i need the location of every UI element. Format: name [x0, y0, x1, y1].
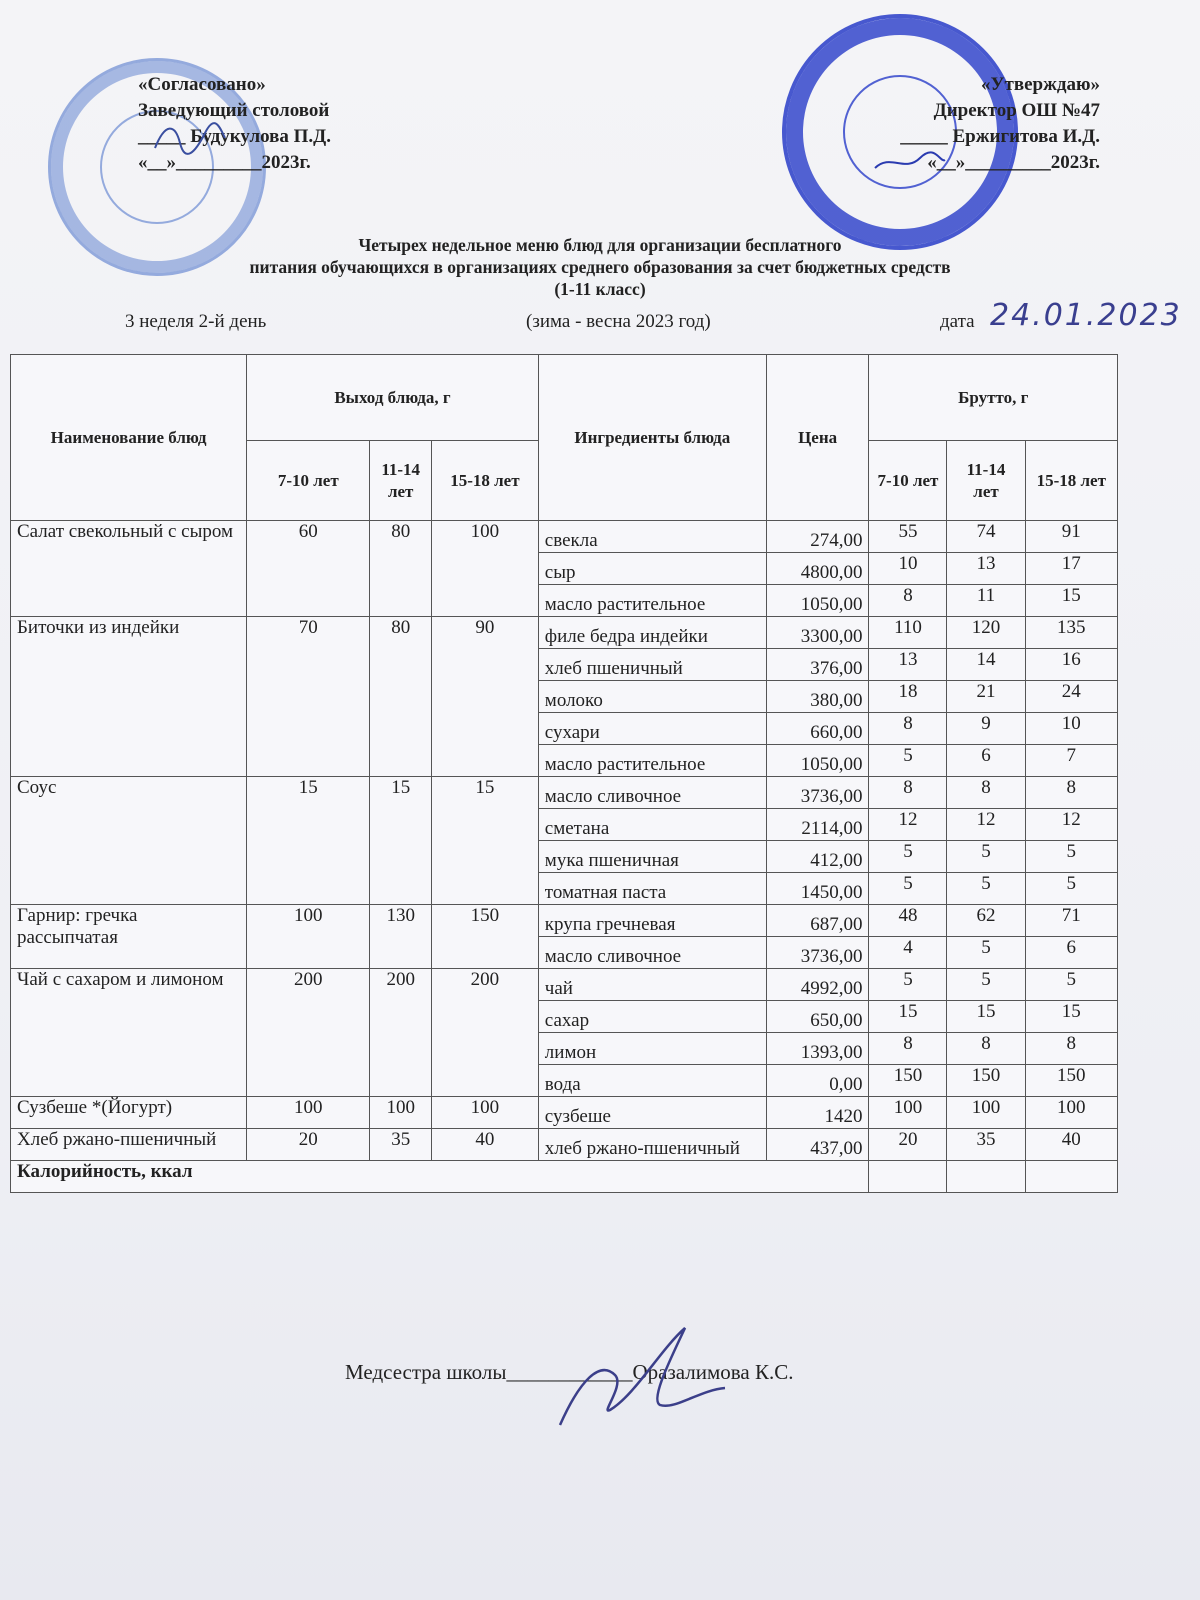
gross-15-18: 8	[1025, 1033, 1117, 1065]
ingredient-price: 412,00	[766, 841, 869, 873]
footer-label: Медсестра школы	[345, 1360, 507, 1384]
document-title	[0, 234, 1200, 300]
ingredient-name: сухари	[538, 713, 766, 745]
header-gross: Брутто, г	[869, 355, 1118, 441]
dish-yield-15-18: 100	[432, 1097, 539, 1129]
gross-11-14: 12	[947, 809, 1025, 841]
gross-11-14: 62	[947, 905, 1025, 937]
gross-15-18: 135	[1025, 617, 1117, 649]
gross-15-18: 100	[1025, 1097, 1117, 1129]
gross-7-10: 18	[869, 681, 947, 713]
ingredient-price: 376,00	[766, 649, 869, 681]
approval-left-line4: «__»_________2023г.	[138, 152, 311, 173]
ingredient-price: 1050,00	[766, 585, 869, 617]
ingredient-name: масло сливочное	[538, 777, 766, 809]
ingredient-price: 4800,00	[766, 553, 869, 585]
nurse-signature	[540, 1320, 730, 1440]
gross-7-10: 5	[869, 745, 947, 777]
dish-yield-11-14: 35	[370, 1129, 432, 1161]
gross-15-18: 5	[1025, 969, 1117, 1001]
ingredient-name: сыр	[538, 553, 766, 585]
gross-11-14: 5	[947, 969, 1025, 1001]
dish-name: Биточки из индейки	[11, 617, 247, 777]
footer-blank: ____________	[506, 1360, 633, 1384]
header-gross-7-10: 7-10 лет	[869, 441, 947, 521]
ingredient-name: томатная паста	[538, 873, 766, 905]
dish-yield-7-10: 60	[247, 521, 370, 617]
season: (зима - весна 2023 год)	[526, 311, 711, 332]
gross-7-10: 150	[869, 1065, 947, 1097]
header-age-7-10: 7-10 лет	[247, 441, 370, 521]
gross-7-10: 12	[869, 809, 947, 841]
dish-yield-11-14: 100	[370, 1097, 432, 1129]
gross-15-18: 91	[1025, 521, 1117, 553]
gross-15-18: 10	[1025, 713, 1117, 745]
ingredient-price: 1450,00	[766, 873, 869, 905]
ingredient-name: вода	[538, 1065, 766, 1097]
gross-7-10: 5	[869, 873, 947, 905]
approval-left-line3: _____ Будукулова П.Д.	[138, 126, 332, 147]
date-value: 24.01.2023	[990, 298, 1182, 333]
ingredient-price: 0,00	[766, 1065, 869, 1097]
ingredient-price: 380,00	[766, 681, 869, 713]
ingredient-name: масло растительное	[538, 745, 766, 777]
approval-left-line1: «Согласовано»	[138, 74, 266, 95]
header-age-11-14: 11-14 лет	[370, 441, 432, 521]
ingredient-name: масло сливочное	[538, 937, 766, 969]
gross-11-14: 35	[947, 1129, 1025, 1161]
ingredient-name: чай	[538, 969, 766, 1001]
table-row	[11, 521, 1118, 553]
calories-7-10	[869, 1161, 947, 1193]
menu-body	[11, 521, 1118, 1161]
ingredient-price: 660,00	[766, 713, 869, 745]
gross-7-10: 8	[869, 777, 947, 809]
dish-yield-7-10: 70	[247, 617, 370, 777]
date-label: дата	[940, 311, 975, 332]
title-line1: Четырех недельное меню блюд для организации бесплатного	[358, 235, 842, 255]
gross-15-18: 15	[1025, 585, 1117, 617]
gross-11-14: 8	[947, 777, 1025, 809]
gross-11-14: 9	[947, 713, 1025, 745]
dish-yield-11-14: 80	[370, 521, 432, 617]
dish-name: Гарнир: гречка рассыпчатая	[11, 905, 247, 969]
gross-11-14: 150	[947, 1065, 1025, 1097]
gross-11-14: 13	[947, 553, 1025, 585]
dish-yield-7-10: 15	[247, 777, 370, 905]
gross-15-18: 6	[1025, 937, 1117, 969]
dish-yield-15-18: 15	[432, 777, 539, 905]
gross-7-10: 4	[869, 937, 947, 969]
header-ingredients: Ингредиенты блюда	[538, 355, 766, 521]
header-dish: Наименование блюд	[11, 355, 247, 521]
ingredient-name: хлеб пшеничный	[538, 649, 766, 681]
gross-11-14: 21	[947, 681, 1025, 713]
ingredient-name: хлеб ржано-пшеничный	[538, 1129, 766, 1161]
menu-table	[10, 354, 1118, 1193]
header-price: Цена	[766, 355, 869, 521]
gross-15-18: 5	[1025, 873, 1117, 905]
dish-name: Чай с сахаром и лимоном	[11, 969, 247, 1097]
gross-7-10: 110	[869, 617, 947, 649]
gross-7-10: 8	[869, 713, 947, 745]
approval-right-line4: «__»_________2023г.	[927, 152, 1100, 173]
gross-15-18: 71	[1025, 905, 1117, 937]
gross-7-10: 10	[869, 553, 947, 585]
dish-yield-15-18: 40	[432, 1129, 539, 1161]
header-age-15-18: 15-18 лет	[432, 441, 539, 521]
dish-yield-15-18: 150	[432, 905, 539, 969]
gross-11-14: 100	[947, 1097, 1025, 1129]
gross-11-14: 15	[947, 1001, 1025, 1033]
ingredient-price: 437,00	[766, 1129, 869, 1161]
gross-15-18: 16	[1025, 649, 1117, 681]
header-gross-15-18: 15-18 лет	[1025, 441, 1117, 521]
calories-11-14	[947, 1161, 1025, 1193]
dish-yield-11-14: 200	[370, 969, 432, 1097]
ingredient-price: 3300,00	[766, 617, 869, 649]
approval-left-line2: Заведующий столовой	[138, 100, 330, 121]
gross-11-14: 5	[947, 841, 1025, 873]
gross-7-10: 48	[869, 905, 947, 937]
dish-yield-15-18: 90	[432, 617, 539, 777]
header-yield: Выход блюда, г	[247, 355, 539, 441]
table-row	[11, 777, 1118, 809]
dish-yield-15-18: 200	[432, 969, 539, 1097]
gross-7-10: 100	[869, 1097, 947, 1129]
gross-11-14: 8	[947, 1033, 1025, 1065]
ingredient-name: сузбеше	[538, 1097, 766, 1129]
ingredient-price: 2114,00	[766, 809, 869, 841]
ingredient-name: молоко	[538, 681, 766, 713]
gross-7-10: 8	[869, 585, 947, 617]
dish-name: Сузбеше *(Йогурт)	[11, 1097, 247, 1129]
ingredient-price: 650,00	[766, 1001, 869, 1033]
ingredient-price: 1393,00	[766, 1033, 869, 1065]
approval-right-line1: «Утверждаю»	[981, 74, 1100, 95]
dish-yield-7-10: 200	[247, 969, 370, 1097]
dish-yield-11-14: 130	[370, 905, 432, 969]
dish-yield-15-18: 100	[432, 521, 539, 617]
ingredient-name: филе бедра индейки	[538, 617, 766, 649]
calories-15-18	[1025, 1161, 1117, 1193]
gross-7-10: 5	[869, 969, 947, 1001]
ingredient-name: сметана	[538, 809, 766, 841]
dish-yield-7-10: 100	[247, 905, 370, 969]
gross-15-18: 24	[1025, 681, 1117, 713]
gross-7-10: 15	[869, 1001, 947, 1033]
ingredient-price: 3736,00	[766, 777, 869, 809]
ingredient-name: масло растительное	[538, 585, 766, 617]
table-row	[11, 969, 1118, 1001]
ingredient-price: 687,00	[766, 905, 869, 937]
gross-11-14: 74	[947, 521, 1025, 553]
approval-right-line2: Директор ОШ №47	[933, 100, 1100, 121]
dish-name: Соус	[11, 777, 247, 905]
table-row	[11, 1129, 1118, 1161]
gross-15-18: 12	[1025, 809, 1117, 841]
calories-label: Калорийность, ккал	[11, 1161, 869, 1193]
ingredient-price: 4992,00	[766, 969, 869, 1001]
title-line2: питания обучающихся в организациях среднего образования за счет бюджетных средств	[249, 257, 951, 277]
dish-yield-7-10: 100	[247, 1097, 370, 1129]
ingredient-price: 1050,00	[766, 745, 869, 777]
gross-7-10: 55	[869, 521, 947, 553]
gross-7-10: 5	[869, 841, 947, 873]
gross-11-14: 6	[947, 745, 1025, 777]
dish-yield-7-10: 20	[247, 1129, 370, 1161]
gross-15-18: 40	[1025, 1129, 1117, 1161]
table-row	[11, 617, 1118, 649]
table-row	[11, 1097, 1118, 1129]
approval-right-line3: _____ Ержигитова И.Д.	[900, 126, 1100, 147]
title-line3: (1-11 класс)	[554, 279, 646, 299]
gross-11-14: 5	[947, 937, 1025, 969]
gross-7-10: 13	[869, 649, 947, 681]
gross-15-18: 17	[1025, 553, 1117, 585]
week-day: 3 неделя 2-й день	[125, 311, 267, 332]
footer-name: Оразалимова К.С.	[632, 1360, 794, 1384]
ingredient-name: сахар	[538, 1001, 766, 1033]
gross-11-14: 11	[947, 585, 1025, 617]
ingredient-name: мука пшеничная	[538, 841, 766, 873]
gross-15-18: 8	[1025, 777, 1117, 809]
dish-name: Салат свекольный с сыром	[11, 521, 247, 617]
ingredient-name: крупа гречневая	[538, 905, 766, 937]
signature-right	[870, 148, 950, 178]
gross-15-18: 7	[1025, 745, 1117, 777]
gross-11-14: 14	[947, 649, 1025, 681]
ingredient-name: свекла	[538, 521, 766, 553]
gross-15-18: 150	[1025, 1065, 1117, 1097]
dish-yield-11-14: 15	[370, 777, 432, 905]
gross-11-14: 5	[947, 873, 1025, 905]
gross-11-14: 120	[947, 617, 1025, 649]
gross-15-18: 15	[1025, 1001, 1117, 1033]
ingredient-price: 274,00	[766, 521, 869, 553]
dish-name: Хлеб ржано-пшеничный	[11, 1129, 247, 1161]
gross-15-18: 5	[1025, 841, 1117, 873]
gross-7-10: 20	[869, 1129, 947, 1161]
ingredient-price: 3736,00	[766, 937, 869, 969]
ingredient-name: лимон	[538, 1033, 766, 1065]
signature-left	[150, 118, 230, 158]
ingredient-price: 1420	[766, 1097, 869, 1129]
dish-yield-11-14: 80	[370, 617, 432, 777]
gross-7-10: 8	[869, 1033, 947, 1065]
header-gross-11-14: 11-14 лет	[947, 441, 1025, 521]
table-row	[11, 905, 1118, 937]
